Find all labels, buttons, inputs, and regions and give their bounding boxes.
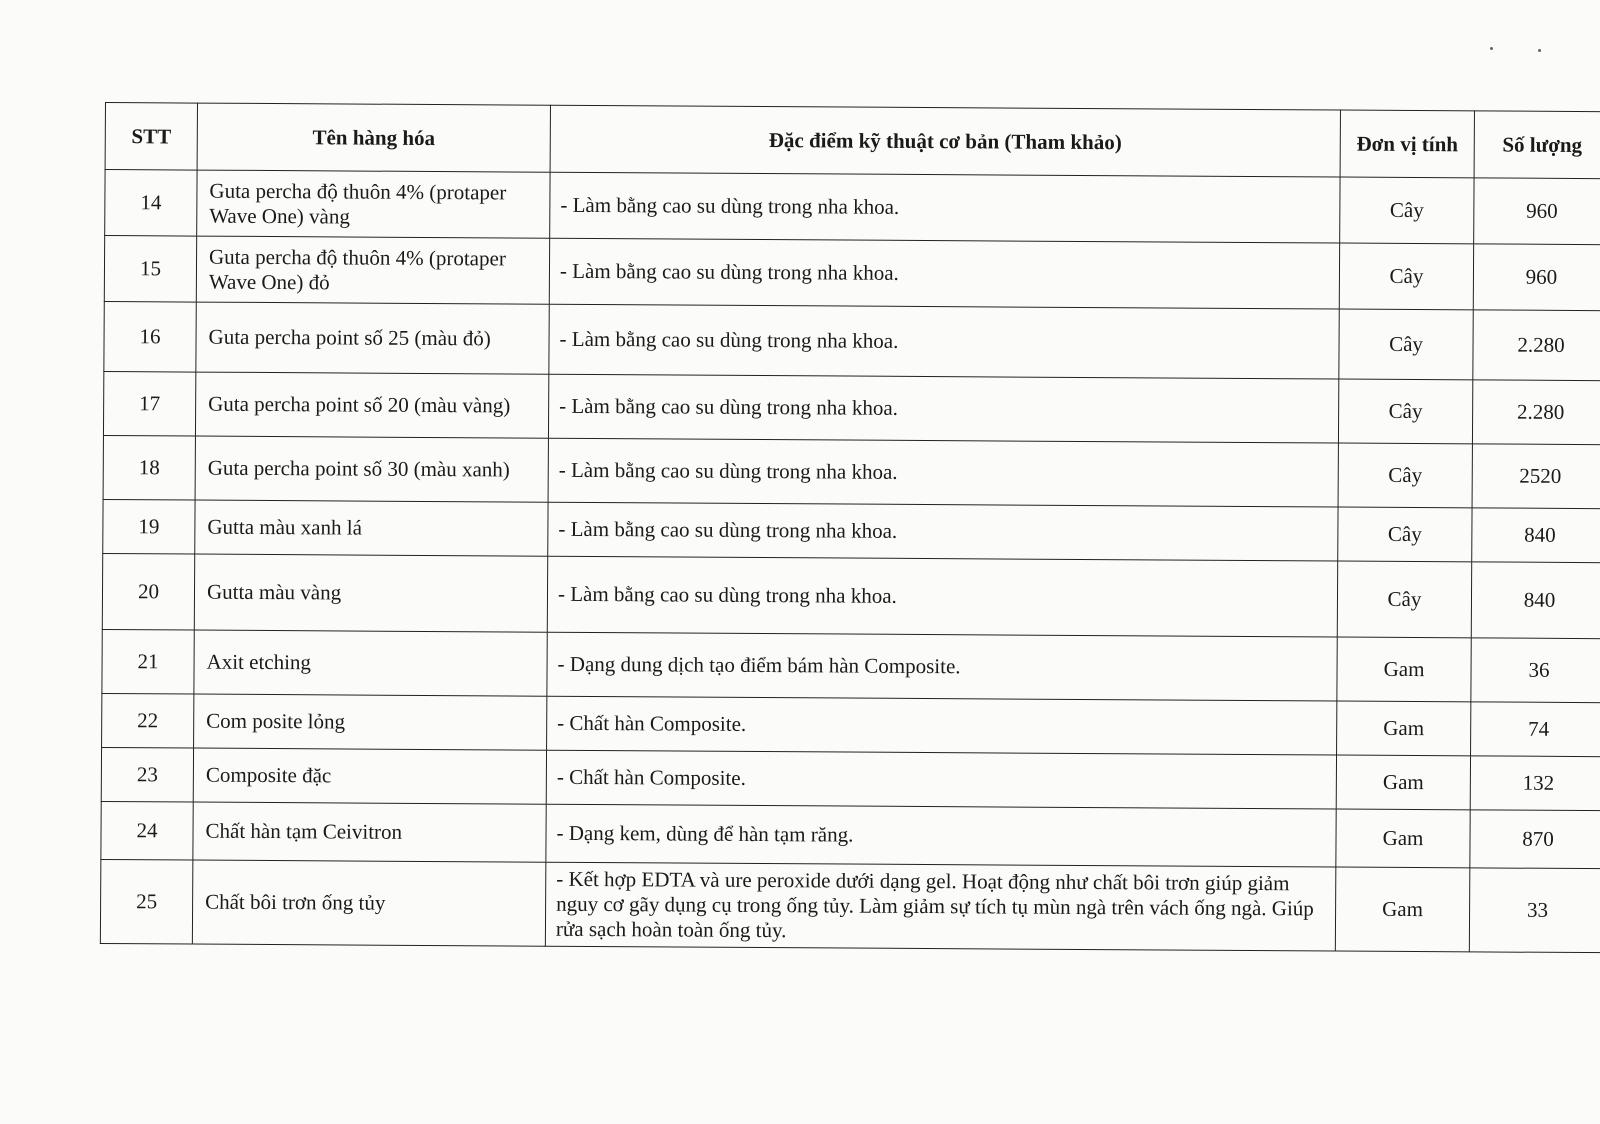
cell-spec: - Làm bằng cao su dùng trong nha khoa. bbox=[548, 374, 1338, 443]
cell-qty: 960 bbox=[1474, 178, 1600, 245]
cell-qty: 74 bbox=[1471, 702, 1600, 757]
cell-spec: - Làm bằng cao su dùng trong nha khoa. bbox=[550, 172, 1340, 243]
cell-qty: 960 bbox=[1473, 244, 1600, 311]
cell-name: Guta percha độ thuôn 4% (protaper Wave One) vàng bbox=[197, 170, 550, 238]
table-row bbox=[103, 435, 1600, 508]
cell-name: Guta percha point số 25 (màu đỏ) bbox=[196, 302, 549, 374]
cell-stt: 20 bbox=[102, 553, 194, 630]
cell-qty: 2.280 bbox=[1472, 380, 1600, 445]
goods-table bbox=[100, 102, 1600, 953]
table-row bbox=[101, 801, 1600, 868]
table-row bbox=[103, 371, 1600, 444]
cell-stt: 17 bbox=[103, 371, 195, 436]
cell-stt: 19 bbox=[103, 499, 195, 554]
cell-name: Guta percha point số 30 (màu xanh) bbox=[195, 436, 548, 502]
table-row bbox=[104, 301, 1600, 380]
header-stt: STT bbox=[105, 103, 197, 171]
cell-spec: - Chất hàn Composite. bbox=[546, 750, 1336, 809]
cell-stt: 14 bbox=[105, 170, 197, 237]
cell-name: Gutta màu vàng bbox=[194, 554, 547, 632]
cell-unit: Cây bbox=[1340, 177, 1474, 244]
cell-name: Chất bôi trơn ống tủy bbox=[192, 860, 546, 946]
cell-qty: 840 bbox=[1472, 508, 1600, 563]
cell-qty: 840 bbox=[1471, 562, 1600, 639]
cell-unit: Cây bbox=[1339, 243, 1473, 310]
header-spec: Đặc điểm kỹ thuật cơ bản (Tham khảo) bbox=[550, 105, 1340, 177]
cell-qty: 2.280 bbox=[1473, 310, 1600, 381]
cell-unit: Gam bbox=[1335, 867, 1470, 952]
header-name: Tên hàng hóa bbox=[197, 103, 550, 172]
header-qty: Số lượng bbox=[1474, 111, 1600, 179]
cell-unit: Gam bbox=[1336, 809, 1470, 868]
cell-spec: - Dạng dung dịch tạo điểm bám hàn Composite. bbox=[547, 632, 1337, 701]
cell-name: Guta percha point số 20 (màu vàng) bbox=[195, 372, 548, 438]
header-unit: Đơn vị tính bbox=[1340, 110, 1474, 178]
table-row bbox=[102, 629, 1600, 702]
cell-spec: - Làm bằng cao su dùng trong nha khoa. bbox=[548, 502, 1338, 561]
cell-qty: 132 bbox=[1470, 756, 1600, 811]
table-row bbox=[105, 170, 1600, 245]
cell-stt: 16 bbox=[104, 301, 196, 372]
scan-speck bbox=[1490, 47, 1493, 50]
cell-unit: Cây bbox=[1339, 309, 1473, 380]
cell-qty: 33 bbox=[1469, 868, 1600, 953]
cell-stt: 23 bbox=[101, 747, 193, 802]
scan-speck bbox=[1538, 49, 1541, 52]
cell-stt: 15 bbox=[104, 236, 196, 303]
cell-stt: 24 bbox=[101, 801, 193, 860]
table-row bbox=[104, 236, 1600, 311]
table-row bbox=[100, 859, 1600, 952]
cell-spec: - Dạng kem, dùng để hàn tạm răng. bbox=[546, 804, 1336, 867]
table-body bbox=[100, 170, 1600, 953]
table-header bbox=[105, 103, 1600, 179]
cell-name: Axit etching bbox=[194, 630, 547, 696]
cell-spec: - Làm bằng cao su dùng trong nha khoa. bbox=[549, 304, 1339, 379]
cell-unit: Cây bbox=[1338, 379, 1472, 444]
cell-unit: Cây bbox=[1337, 561, 1471, 638]
table-row bbox=[102, 693, 1600, 756]
cell-qty: 36 bbox=[1471, 638, 1600, 703]
cell-stt: 21 bbox=[102, 629, 194, 694]
cell-stt: 18 bbox=[103, 435, 195, 500]
cell-unit: Gam bbox=[1336, 755, 1470, 810]
cell-name: Gutta màu xanh lá bbox=[195, 500, 548, 556]
cell-spec: - Làm bằng cao su dùng trong nha khoa. bbox=[548, 438, 1338, 507]
cell-unit: Gam bbox=[1337, 637, 1471, 702]
cell-name: Guta percha độ thuôn 4% (protaper Wave One) đỏ bbox=[196, 236, 549, 304]
table-row bbox=[103, 499, 1600, 562]
table-row bbox=[102, 553, 1600, 638]
cell-spec: - Làm bằng cao su dùng trong nha khoa. bbox=[549, 238, 1339, 309]
cell-qty: 2520 bbox=[1472, 444, 1600, 509]
cell-spec: - Kết hợp EDTA và ure peroxide dưới dạng gel. Hoạt động như chất bôi trơn giúp giảm nguy cơ gãy dụng cụ trong ống tủy. Làm giảm sự tích tụ mùn ngà trên vách ống ngà. Giúp rửa sạch hoàn toàn ống tủy. bbox=[545, 862, 1335, 951]
cell-unit: Cây bbox=[1338, 443, 1472, 508]
cell-name: Composite đặc bbox=[193, 748, 546, 804]
cell-unit: Cây bbox=[1338, 507, 1472, 562]
cell-name: Com posite lỏng bbox=[194, 694, 547, 750]
cell-unit: Gam bbox=[1337, 701, 1471, 756]
cell-qty: 870 bbox=[1470, 810, 1600, 869]
cell-spec: - Chất hàn Composite. bbox=[547, 696, 1337, 755]
cell-stt: 25 bbox=[100, 859, 193, 944]
cell-spec: - Làm bằng cao su dùng trong nha khoa. bbox=[547, 556, 1337, 637]
cell-stt: 22 bbox=[102, 693, 194, 748]
cell-name: Chất hàn tạm Ceivitron bbox=[193, 802, 546, 862]
table-row bbox=[101, 747, 1600, 810]
